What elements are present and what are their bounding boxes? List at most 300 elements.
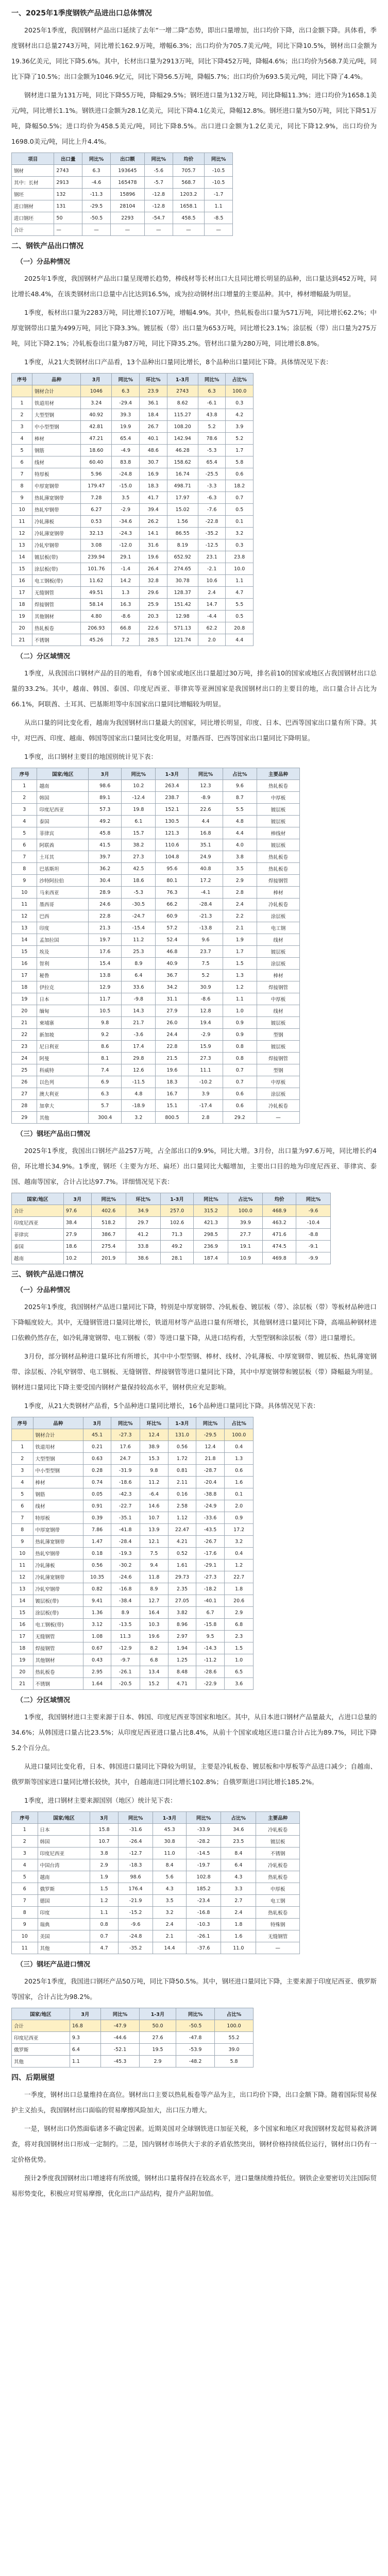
table-cell: 30.78 [167,575,198,587]
table-row [12,397,254,409]
table-cell: -15.8 [196,1619,225,1631]
table-row [12,480,254,492]
table-cell: 65.4 [112,433,140,445]
table-row [12,863,300,875]
table-cell: 0.6 [223,1100,257,1112]
table-cell: -4.9 [112,445,140,456]
table-cell: 0.56 [168,1441,196,1453]
table-cell: 铁道用材 [33,1441,83,1453]
table-cell: 16 [12,958,37,970]
table-cell: 469.8 [263,1252,296,1264]
table-cell: 421.3 [194,1217,228,1229]
table-cell: 40.8 [189,863,223,875]
table-cell: 越南 [38,1871,90,1883]
table-header-cell: 出口量 [54,153,82,165]
table-header-cell: 同比% [118,1812,153,1824]
table-row [12,587,254,599]
table-cell: 热轧窄钢带 [32,504,80,516]
table-cell: 镀层板 [256,1836,300,1848]
table-header-cell: 3月 [90,1812,118,1824]
table-cell: -34.6 [112,516,140,528]
section-2-para-4: 1季度，从我国出口钢材产品的目的地看，有8个国家或地区出口量超过30万吨，排名前10的国家或地区占我国钢材出口总量的33.2%。其中，越南、韩国、泰国、印度尼西亚、菲律宾等亚洲国家是我国钢材出口的主要目的地，出口量合计占比为66.1%，阿联酋、土耳其、巴基斯坦等中东国家出口量同比增幅较为明显。 [11,669,377,708]
table-cell: 14.6 [140,1500,168,1512]
table-cell: 8.96 [168,1619,196,1631]
table-cell: -33.9 [186,1824,221,1836]
table-cell: 18.6 [122,875,156,887]
table-cell: 32.13 [81,528,112,539]
table-cell: 45.3 [153,1824,186,1836]
section-1-para-2: 钢材进口量为131万吨，同比下降55万吨，降幅29.5%；钢坯进口量为132万吨，同比降幅11.3%；进口均价为1658.1美元/吨，同比增长1.1%。钢铁进口金额为28.1亿美元，同比下降4.1亿美元，降幅12.8%。钢坯进口量为50万吨，同比下降51万吨，降幅50.5%；进口均价为458.5美元/吨，同比下降8.5%。出口进口金额为1.2亿美元，同比下降12.9%，出口均价为1698.0美元/吨，同比上升4.4%。 [11,91,377,145]
table-row [12,1064,300,1076]
table-cell: 30.8 [153,1836,186,1848]
table-cell: -28.4 [189,899,223,910]
table-cell: 132 [54,189,82,200]
table-cell: 线材 [257,1005,299,1017]
table-cell: 日本 [38,1824,90,1836]
table-cell: 8.9 [140,1583,168,1595]
table-row [12,189,233,200]
table-row [12,2020,254,2032]
table-cell: 3.9 [189,1088,223,1100]
table-cell: 15 [12,946,37,958]
table-cell: 5.6 [153,1871,186,1883]
table-cell: 焊接钢管 [257,1053,299,1064]
table-cell: 16.4 [140,1607,168,1619]
table-cell: 102.6 [160,1217,194,1229]
table-cell: -5.7 [144,177,173,189]
table-cell: 日本 [37,993,89,1005]
table-cell: 10.7 [90,1836,118,1848]
table-cell: 4.4 [226,634,254,646]
table-cell: 14 [12,1595,33,1607]
table-cell: 以色列 [37,1076,89,1088]
table-cell: 线材 [32,456,80,468]
table-cell: 1.64 [83,1678,111,1690]
table-cell: 新加坡 [37,1029,89,1041]
table-cell: 11.0 [221,1942,256,1954]
section-3-para-7: 2025年1季度，我国进口钢坯产品50万吨，同比下降50.5%。其中，钢坯进口量同比下降，主要来源于印度尼西亚、俄罗斯等国家，合计占比为98.2%。 [11,1977,377,2001]
table-cell: 1.9 [223,934,257,946]
table-cell: -11.3 [82,189,111,200]
table-cell: 12.4 [140,1429,168,1441]
table-cell: -10.2 [189,1076,223,1088]
table-header-cell: 同比% [186,1812,221,1824]
table-cell: 41.2 [126,1229,160,1241]
table-cell: 1.2 [223,981,257,993]
table-cell: 2.97 [168,1631,196,1642]
table-cell: 10.3 [140,1619,168,1631]
table-cell: -12.9 [111,1642,140,1654]
table-cell: 0.6 [223,1088,257,1100]
table-cell: 6 [12,1883,38,1895]
table-cell [12,1429,33,1441]
table-cell: 31.6 [140,539,167,551]
table-row [12,1076,300,1088]
table-cell: 镀层板(带) [33,1595,83,1607]
table-cell: -6.4 [140,1488,168,1500]
table-cell: 402.6 [91,1205,126,1217]
table-cell: 0.4 [225,1441,254,1453]
table-cell: 2.9 [225,1607,254,1619]
table-row [12,1429,254,1441]
table-cell: 俄罗斯 [38,1883,90,1895]
table-header-cell: 同比% [111,1417,140,1429]
table-row [12,1571,254,1583]
table-cell: 17.6 [89,946,122,958]
table-cell: -18.2 [196,1583,225,1595]
table-row [12,599,254,611]
table-cell: 8.2 [140,1642,168,1654]
table-cell: 7.5 [189,958,223,970]
table-cell: 电工钢板(带) [32,575,80,587]
table-cell: 55.2 [215,2032,254,2044]
table-cell: -28.6 [196,1666,225,1678]
table-cell: 12 [12,528,32,539]
table-cell: 15.3 [140,1453,168,1465]
table-cell: 智利 [37,958,89,970]
table-cell: 98.6 [89,780,122,792]
table-cell: 2743 [54,165,82,177]
table-cell: 474.5 [263,1241,296,1252]
table-cell: 11.0 [153,1848,186,1859]
table-cell: 无缝钢管 [32,587,80,599]
table-cell: 0.9 [225,1512,254,1524]
table-header-cell: 序号 [12,1812,38,1824]
table-row [12,456,254,468]
table-header-row [12,374,254,385]
table-cell: 冷轧板卷 [256,1824,300,1836]
table-cell: 23 [12,1041,37,1053]
table-cell: 0.74 [83,1477,111,1488]
table-cell: 2.58 [168,1500,196,1512]
table-row [12,839,300,851]
table-cell: -16.8 [111,1583,140,1595]
table-cell: 25 [12,1064,37,1076]
table-cell: 镀层板 [257,839,299,851]
table-cell: -53.9 [176,2044,215,2056]
table-cell: 16.9 [140,468,167,480]
table-cell: 6.7 [196,1607,225,1619]
table-cell: 36.7 [156,970,189,981]
table-row [12,1824,300,1836]
table-cell: 越南 [37,780,89,792]
table-cell: 阿联酋 [37,839,89,851]
table-cell: 201.9 [91,1252,126,1264]
table-cell: 热轧板卷 [32,622,80,634]
table-header-cell: 均价 [263,1193,296,1205]
table-header-cell: 环比% [140,374,167,385]
table-cell: 39.7 [89,851,122,863]
table-cell: 阿曼 [37,1053,89,1064]
table-cell: 29 [12,1112,37,1124]
table-cell: -6.3 [198,492,226,504]
table-cell: 22.7 [225,1571,254,1583]
table-row [12,1871,300,1883]
table-cell: -29.5 [196,1429,225,1441]
table-row [12,551,254,563]
table-cell: 1.56 [167,516,198,528]
table-row [12,528,254,539]
table-cell: 电工钢板(带) [33,1619,83,1631]
table-cell: 29.73 [168,1571,196,1583]
table-cell: 1.08 [83,1631,111,1642]
table-header-cell: 国家/地区 [38,1812,90,1824]
table-cell: 66.2 [156,899,189,910]
table-header-cell: 3月 [63,1193,91,1205]
table-cell: -28.2 [186,1836,221,1848]
table-cell: 线材 [33,1500,83,1512]
table-cell: 27 [12,1088,37,1100]
table-cell: 66.8 [112,622,140,634]
table-cell: 中国台湾 [38,1859,90,1871]
table-row [12,1017,300,1029]
table-cell: -20.4 [196,1477,225,1488]
table-row [12,385,254,397]
table-row [12,1942,300,1954]
table-cell: 1046 [81,385,112,397]
table-cell: 特厚板 [32,468,80,480]
table-cell: -15.4 [122,922,156,934]
table-cell: 5.2 [198,421,226,433]
table-cell: 38.9 [140,1441,168,1453]
table-header-cell: 环比% [140,1417,168,1429]
table-cell: 5.8 [226,456,254,468]
table-cell: 28 [12,1100,37,1112]
table-cell: 9.8 [140,1465,168,1477]
table-cell: 16 [12,575,32,587]
table-cell: 1.25 [168,1654,196,1666]
table-cell: 涂层板 [257,910,299,922]
table-cell: 3.12 [83,1619,111,1631]
table-cell: 4.7 [226,587,254,599]
table-cell: 型钢 [257,1064,299,1076]
table-cell: 58.14 [81,599,112,611]
section-4-title: 四、后期展望 [11,2074,55,2082]
section-1-title: 一、2025年1季度钢铁产品进出口总体情况 [11,9,152,18]
table-cell: -9.1 [296,1241,330,1252]
table-cell: 冷轧薄板 [33,1560,83,1571]
table-cell: 3.5 [223,863,257,875]
table-cell: 6.3 [112,385,140,397]
table-cell: 2.0 [198,634,226,646]
table-cell: 4 [12,433,32,445]
table-cell: -8.6 [189,993,223,1005]
table-cell: 中厚宽钢带 [32,480,80,492]
table-cell: 18 [12,599,32,611]
table-cell: 18.60 [81,445,112,456]
table-cell: 1.6 [225,1477,254,1488]
billet-import-table [11,2008,254,2067]
table-cell: 特殊钢 [256,1919,300,1930]
table-header-row [12,1193,331,1205]
table-cell: 2.9 [90,1859,118,1871]
table-header-cell: 出口额 [110,153,144,165]
table-cell: 386.7 [91,1229,126,1241]
table-cell: 11.3 [111,1631,140,1642]
table-cell: -18.3 [118,1859,153,1871]
table-cell: -25.5 [198,468,226,480]
table-cell: 进口钢坯 [12,212,54,224]
table-header-cell: 同比% [112,374,140,385]
table-cell: 0.53 [81,516,112,528]
table-cell: 206.93 [81,622,112,634]
table-cell: -17.4 [189,1100,223,1112]
table-cell: 19 [12,993,37,1005]
table-cell: 274.65 [167,563,198,575]
table-row [12,1029,300,1041]
table-cell: 1.3 [225,1453,254,1465]
table-cell: -10.5 [205,177,233,189]
table-cell: -2.9 [189,1029,223,1041]
table-cell: 6 [12,839,37,851]
table-cell: 合计 [12,224,54,236]
table-cell: 165478 [110,177,144,189]
table-cell: 3.3 [221,1883,256,1895]
table-header-cell: 同比% [176,2008,215,2020]
table-cell: -21.9 [118,1895,153,1907]
section-3-para-5: 从进口量同比变化看，日本、韩国进口量同比下降较为明显，主要是冷轧板卷、镀层板和中厚板等产品进口减少；自越南、俄罗斯等国家进口量同比增长较快，其中，自越南进口同比增长102.8%；自俄罗斯进口同比增长185.2%。 [11,1762,377,1786]
section-4-para-2: 一是，钢材出口仍然面临诸多不确定因素。近期美国对全球钢铁进口加征关税，多个国家和地区对我国钢材发起贸易救济调查，将对我国钢材出口形成一定制约。二是，国内钢材市场供大于求的矛盾依然突出，钢材价格持续低位运行，钢材出口仍有一定价格优势。 [11,2125,377,2163]
table-cell: 3.2 [225,1536,254,1548]
table-cell: 0.7 [223,1076,257,1088]
table-cell: 涂层板(带) [32,563,80,575]
table-cell: 2 [12,792,37,804]
table-cell: 101.76 [81,563,112,575]
table-cell: 23.5 [221,1836,256,1848]
table-cell: 76.3 [156,887,189,899]
table-row [12,1005,300,1017]
table-cell: 5 [12,445,32,456]
table-cell: 0.1 [226,516,254,528]
table-cell: 36.1 [140,397,167,409]
table-cell: 3.5 [112,492,140,504]
table-cell: 41.5 [89,839,122,851]
table-row [12,634,254,646]
table-cell: 28.9 [89,887,122,899]
table-cell: 15.1 [156,1100,189,1112]
table-cell: -33.6 [196,1512,225,1524]
table-cell: 468.9 [263,1205,296,1217]
table-row [12,563,254,575]
table-cell: 34.6 [221,1824,256,1836]
table-header-row [12,1812,300,1824]
table-cell: 1.7 [226,445,254,456]
table-cell: 27.3 [122,851,156,863]
table-cell: 23.7 [189,946,223,958]
table-cell [12,385,32,397]
table-row [12,2056,254,2067]
table-cell: 3.2 [153,1907,186,1919]
table-cell: 7 [12,851,37,863]
table-cell: 0.05 [83,1488,111,1500]
table-cell: 0.9 [223,1017,257,1029]
table-cell: 25.3 [122,946,156,958]
table-header-cell: 均价 [173,153,205,165]
table-cell: -18.9 [122,1100,156,1112]
table-cell: 27.6 [139,2032,176,2044]
table-cell: -10.3 [186,1919,221,1930]
table-cell: -26.4 [118,1836,153,1848]
table-cell: -37.6 [186,1942,221,1954]
table-cell: 14.4 [153,1942,186,1954]
table-cell: 镀层板(带) [32,551,80,563]
table-cell: 7.5 [140,1548,168,1560]
table-row [12,910,300,922]
section-2-title: 二、钢铁产品出口情况 [11,242,83,250]
table-cell: -3.6 [122,1029,156,1041]
table-cell: 韩国 [38,1836,90,1848]
table-cell: -10.5 [205,165,233,177]
table-cell: 95.6 [156,863,189,875]
table-cell: 78.6 [198,433,226,445]
table-cell: 9.6 [189,934,223,946]
table-cell: -50.5 [82,212,111,224]
table-cell: -38.4 [111,1595,140,1607]
table-cell: 0.3 [226,397,254,409]
table-cell: -30.5 [122,899,156,910]
table-cell: 棒材 [257,970,299,981]
table-cell: 2293 [110,212,144,224]
table-header-cell: 1-3月 [160,1193,194,1205]
table-cell: 0.7 [226,492,254,504]
table-cell: -14.5 [186,1848,221,1859]
table-row [12,611,254,622]
table-cell: 0.1 [225,1488,254,1500]
table-row [12,1560,254,1571]
table-cell: 其他钢材 [32,611,80,622]
table-cell: 46.8 [156,946,189,958]
table-header-cell: 3月 [83,1417,111,1429]
table-row [12,1536,254,1548]
table-cell: 8.4 [153,1859,186,1871]
table-header-cell: 同比% [296,1193,330,1205]
section-3-para-1: 2025年1季度，我国钢材产品进口量同比下降，特别是中厚宽钢带、冷轧板卷、镀层板（带）、涂层板（带）等板材品种进口下降幅度较大。其中，无缝钢管进口量同比增长，铁道用材等产品进口量有所增长，其他钢材进口量同比下降，高端品种钢材进口依赖仍然存在，如冷轧薄宽钢带、电工钢板（带）等进口量下降，从进口结构看，大型型钢和涂层板（带）进口量增长。 [11,1303,377,1342]
table-cell: 705.7 [173,165,205,177]
table-cell: 5 [12,1488,33,1500]
table-cell: 棒材 [257,887,299,899]
table-row [12,1607,254,1619]
table-cell: 6.4 [122,970,156,981]
table-cell: 10 [12,504,32,516]
table-cell: 19.6 [140,1631,168,1642]
table-cell: 315.2 [194,1205,228,1217]
table-cell: 1.5 [223,958,257,970]
table-row [12,1488,254,1500]
table-cell: 19.8 [122,804,156,816]
table-cell: 21.5 [156,1053,189,1064]
table-cell: 无缝钢管 [256,1930,300,1942]
table-row [12,1465,254,1477]
table-cell: 缅甸 [37,1005,89,1017]
table-header-cell: 占比% [223,768,257,780]
table-cell: 1.0 [223,1005,257,1017]
table-cell: 115.27 [167,409,198,421]
table-cell: 0.8 [223,1041,257,1053]
table-row [12,1100,300,1112]
table-header-cell: 同比% [82,153,111,165]
table-cell: 11.8 [140,1571,168,1583]
table-cell: -47.8 [176,2032,215,2044]
table-row [12,1666,254,1678]
table-cell: 2.1 [153,1930,186,1942]
table-header-cell: 占比% [226,374,254,385]
table-header-cell: 主要品种 [257,768,299,780]
table-cell: -22.7 [111,1500,140,1512]
table-cell: 4.7 [90,1942,118,1954]
table-cell: — [256,1942,300,1954]
table-header-cell: 占比% [215,2008,254,2020]
table-cell: 6 [12,1500,33,1512]
